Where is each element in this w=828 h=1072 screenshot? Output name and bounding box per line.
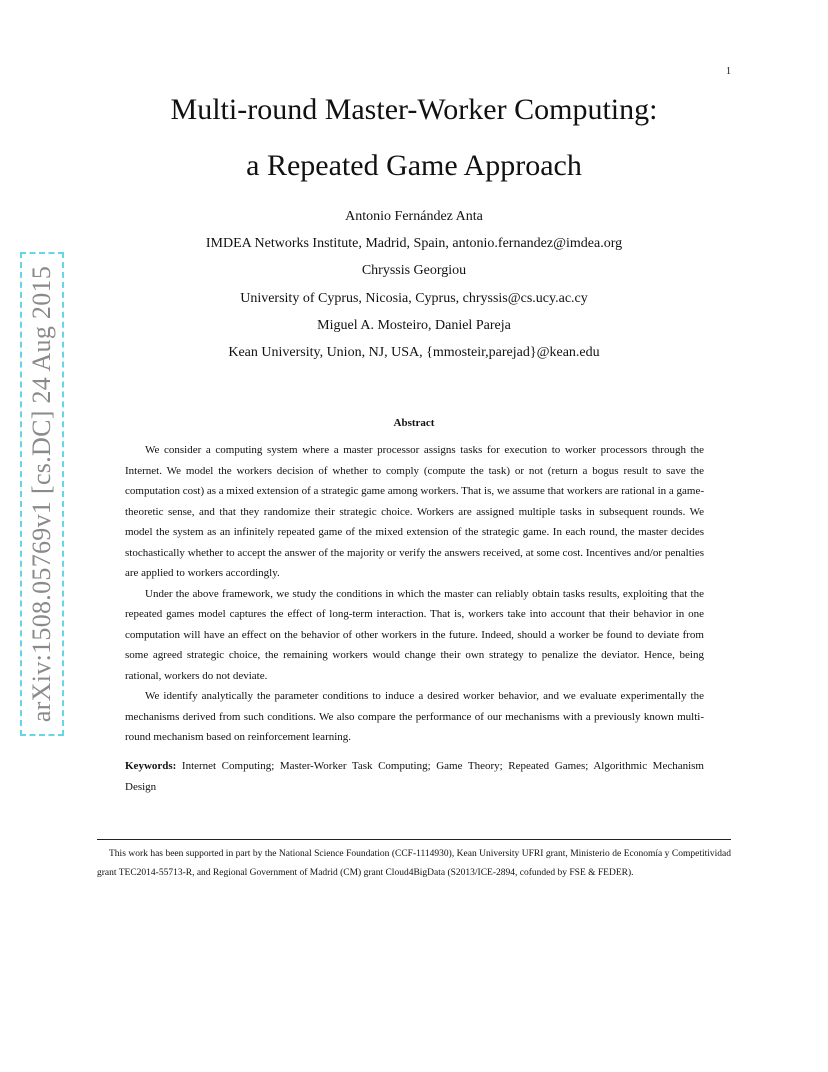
keywords (125, 756, 704, 797)
footnote-rule (97, 839, 731, 840)
paper-title-line-2: a Repeated Game Approach (246, 149, 582, 182)
abstract-body (125, 440, 704, 748)
abstract-paragraph: We consider a computing system where a master processor assigns tasks for execution to worker processors through the Internet. We model the workers decision of whether to comply (compute the task) or not (return a bogus result to save the computation cost) as a mixed extension of a strategic game among workers. That is, we assume that workers are rational in a game-theoretic sense, and that they randomize their strategic choice. Workers are assigned multiple tasks in subsequent rounds. We model the system as an infinitely repeated game of the mixed extension of the strategic game. In each round, the master decides stochastically whether to accept the answer of the majority or verify the answers received, at some cost. Incentives and/or penalties are applied to workers accordingly. (125, 444, 704, 579)
page-number: 1 (726, 66, 731, 77)
keywords-text: Internet Computing; Master-Worker Task Computing; Game Theory; Repeated Games; Algorithmic Mechanism Design (125, 760, 704, 793)
author-block (0, 203, 828, 366)
footnote: This work has been supported in part by the National Science Foundation (CCF-1114930), Kean University UFRI grant, Ministerio de Economía y Competitividad grant TEC2014-55713-R, and Regional Government of Madrid (CM) grant Cloud4BigData (S2013/ICE-2894, cofunded by FSE & FEDER). (97, 849, 731, 878)
paper-title-line-1: Multi-round Master-Worker Computing: (170, 93, 658, 126)
abstract-paragraph: Under the above framework, we study the conditions in which the master can reliably obtain tasks results, exploiting that the repeated games model captures the effect of long-term interaction. That is, workers take into account that their behavior in one computation will have an effect on the behavior of other workers in the future. Indeed, should a worker be found to deviate from some agreed strategic choice, the remaining workers would change their own strategy to penalize the deviator. Hence, being rational, workers do not deviate. (125, 587, 704, 682)
arxiv-id: arXiv:1508.05769v1 [cs.DC] 24 Aug 2015 (27, 265, 56, 723)
author-affiliation: University of Cyprus, Nicosia, Cyprus, chryssis@cs.ucy.ac.cy (240, 290, 588, 306)
author-name: Miguel A. Mosteiro, Daniel Pareja (317, 317, 511, 333)
abstract-heading: Abstract (393, 417, 435, 429)
author-affiliation: IMDEA Networks Institute, Madrid, Spain, antonio.fernandez@imdea.org (205, 236, 623, 252)
abstract-paragraph: We identify analytically the parameter conditions to induce a desired worker behavior, and we evaluate experimentally the mechanisms derived from such conditions. We also compare the performance of our mechanisms with a previously known multi-round mechanism based on reinforcement learning. (125, 690, 704, 743)
author-name: Chryssis Georgiou (361, 263, 467, 279)
keywords-label: Keywords: (125, 760, 177, 772)
author-name: Antonio Fernández Anta (345, 209, 483, 224)
author-affiliation: Kean University, Union, NJ, USA, {mmosteir,parejad}@kean.edu (228, 344, 600, 360)
